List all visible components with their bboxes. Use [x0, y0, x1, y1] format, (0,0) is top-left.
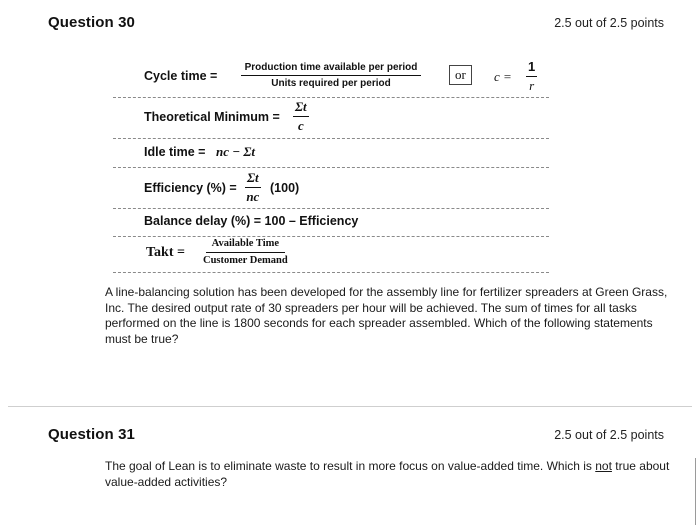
cycle-time-label: Cycle time =: [144, 69, 218, 83]
divider: [113, 138, 549, 139]
question-30-text: A line-balancing solution has been developed for the assembly line for fertilizer spreaders at Green Grass, Inc. The desired output rate of 30 spreaders per hour will be achieved. The sum of times for all tasks performed on the line is 1800 seconds for each spreader assembled. Which of the following statements must be true?: [105, 285, 668, 346]
question-31-header: [48, 426, 664, 443]
question-31-text: [105, 459, 675, 490]
cycle-time-formula: [113, 60, 549, 96]
balance-delay-label: Balance delay (%) = 100 – Efficiency: [144, 214, 359, 228]
takt-numerator: Available Time: [206, 238, 285, 253]
divider: [113, 97, 549, 98]
question-30-header: [48, 14, 664, 31]
takt-denominator: Customer Demand: [203, 254, 288, 266]
or-box: or: [449, 65, 472, 85]
c-numerator: 1: [526, 60, 537, 77]
divider: [113, 272, 549, 273]
question-31-points: 2.5 out of 2.5 points: [554, 428, 664, 442]
idle-time-formula: [113, 142, 549, 164]
efficiency-denominator: nc: [246, 189, 260, 205]
question-30-title: Question 30: [48, 14, 135, 31]
theoretical-minimum-fraction: [293, 100, 309, 134]
efficiency-formula: [113, 170, 549, 206]
question-31-title: Question 31: [48, 426, 135, 443]
scrollbar-edge: [695, 458, 696, 525]
theoretical-minimum-label: Theoretical Minimum =: [144, 110, 280, 124]
idle-time-expression: nc − Σt: [216, 144, 256, 159]
balance-delay-formula: [113, 212, 549, 234]
cycle-time-denominator: Units required per period: [271, 78, 391, 89]
cycle-time-numerator: Production time available per period: [241, 62, 421, 76]
theoretical-minimum-denominator: c: [297, 118, 304, 134]
c-fraction: [526, 60, 537, 94]
takt-label: Takt =: [146, 245, 185, 260]
c-label: c =: [494, 69, 512, 84]
question-31-text-after: true about value-added activities?: [105, 459, 670, 489]
divider: [113, 236, 549, 237]
takt-formula: [113, 238, 549, 272]
question-separator: [8, 406, 692, 407]
efficiency-numerator: Σt: [245, 171, 261, 188]
efficiency-label: Efficiency (%) =: [144, 181, 237, 195]
efficiency-fraction: [245, 171, 261, 205]
question-30-points: 2.5 out of 2.5 points: [554, 16, 664, 30]
idle-time-label: Idle time =: [144, 145, 206, 159]
takt-fraction: [203, 238, 288, 266]
theoretical-minimum-formula: [113, 99, 549, 137]
question-31-text-before: The goal of Lean is to eliminate waste to result in more focus on value-added time. Which is: [105, 459, 596, 473]
question-31-text-underlined: not: [595, 459, 612, 473]
divider: [113, 167, 549, 168]
divider: [113, 208, 549, 209]
c-denominator: r: [529, 78, 535, 94]
cycle-time-fraction: [241, 62, 421, 89]
efficiency-suffix: (100): [270, 181, 300, 195]
theoretical-minimum-numerator: Σt: [293, 100, 309, 117]
